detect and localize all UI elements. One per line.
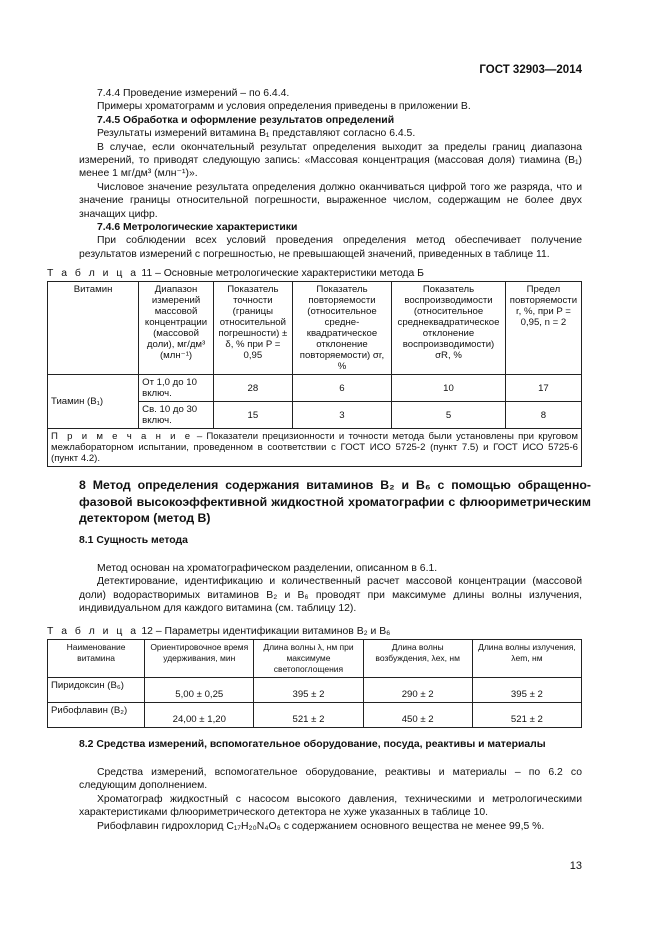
caption-prefix: Т а б л и ц а: [47, 626, 139, 637]
table-cell: 15: [213, 402, 292, 429]
paragraph: В случае, если окончательный результат определения выходит за пределы границ диапазона измерений, то приводят следующую запись: «Массовая концентрация (массовая доля) тиамина (В₁) менее 1 мг/дм³ (млн⁻¹)».: [79, 141, 582, 180]
table-12: [47, 639, 582, 728]
table-cell: 521 ± 2: [472, 703, 581, 728]
note-prefix: П р и м е ч а н и е: [51, 431, 193, 442]
paragraph: Средства измерений, вспомогательное оборудование, реактивы и материалы – по 6.2 со следующим дополнением.: [79, 767, 582, 792]
paragraph: Примеры хроматограмм и условия определения приведены в приложении В.: [97, 101, 471, 113]
table-header-cell: Длина волны λ, нм при максимуме светопоглощения: [254, 640, 363, 678]
table-header-cell: Наименование витамина: [48, 640, 145, 678]
table-cell: 5,00 ± 0,25: [145, 678, 254, 703]
table-cell: 24,00 ± 1,20: [145, 703, 254, 728]
table-note-row: [48, 429, 582, 467]
paragraph: Детектирование, идентификацию и количественный расчет массовой концентрации (массовой доли) водорастворимых витаминов В₂ и В₆ проводят при максимуме длины волны излучения, индивидуальном для каждого витамина (см. таблицу 12).: [79, 576, 582, 615]
note-text: – Показатели прецизионности и точности метода были установлены при круговом межлабораторном испытании, проведенном в соответствии с ГОСТ ИСО 5725-2 (пункт 7.5) и ГОСТ ИСО 5725-6 (пункт 4.2).: [51, 431, 578, 464]
section-7-4-text: [79, 87, 582, 261]
paragraph: 7.4.4 Проведение измерений – по 6.4.4.: [97, 88, 290, 99]
table-cell: 28: [213, 375, 292, 402]
table-header-cell: Показатель воспроизводимости (относительное среднеквадратическое отклонение воспроизводимости) σR, %: [392, 282, 506, 375]
table-row: [48, 703, 582, 728]
section-8-heading: 8 Метод определения содержания витаминов В₂ и В₆ с помощью обращенно-фазовой высокоэффективной жидкостной хроматографии с флюориметрическим детектором (метод В): [79, 478, 591, 525]
table-cell: 6: [292, 375, 391, 402]
table-header-cell: Диапазон измерений массовой концентрации (массовой доли), мг/дм³ (млн⁻¹): [139, 282, 214, 375]
table-cell: Рибофлавин (В₂): [48, 703, 145, 728]
table-cell: 8: [505, 402, 581, 429]
table-header-cell: Ориентировочное время удерживания, мин: [145, 640, 254, 678]
paragraph: При соблюдении всех условий проведения определения метод обеспечивает получение результатов измерений с погрешностью, не превышающей значений, приведенных в таблице 11.: [79, 235, 582, 260]
table-cell: 17: [505, 375, 581, 402]
table-header-cell: Витамин: [48, 282, 139, 375]
table-cell: 450 ± 2: [363, 703, 472, 728]
table-header-cell: Показатель повторяемости (относительное средне-квадратическое отклонение повторяемости) σr, %: [292, 282, 391, 375]
table-header-cell: Показатель точности (границы относительной погрешности) ± δ, % при P = 0,95: [213, 282, 292, 375]
table-cell: 395 ± 2: [254, 678, 363, 703]
document-header: ГОСТ 32903—2014: [479, 64, 582, 76]
table-cell: От 1,0 до 10 включ.: [139, 375, 214, 402]
table-11: [47, 281, 582, 467]
table-header-cell: Предел повторяемости r, %, при P = 0,95, n = 2: [505, 282, 581, 375]
caption-text: 11 – Основные метрологические характеристики метода Б: [141, 268, 424, 279]
table-cell: 521 ± 2: [254, 703, 363, 728]
paragraph: Хроматограф жидкостный с насосом высокого давления, техническими и метрологическими характеристиками флюориметрического детектора не хуже указанных в таблице 10.: [79, 793, 582, 819]
table-cell-vitamin: Тиамин (В₁): [48, 375, 139, 429]
table-cell: Св. 10 до 30 включ.: [139, 402, 214, 429]
table-cell: 3: [292, 402, 391, 429]
section-8-2-heading: 8.2 Средства измерений, вспомогательное оборудование, посуда, реактивы и материалы: [79, 739, 546, 750]
section-8-1-text: [79, 562, 582, 616]
paragraph: Результаты измерений витамина В₁ представляют согласно 6.4.5.: [97, 128, 416, 140]
table-12-caption: [47, 626, 390, 637]
table-11-caption: [47, 268, 424, 279]
paragraph: Метод основан на хроматографическом разделении, описанном в 6.1.: [97, 563, 438, 574]
paragraph: Рибофлавин гидрохлорид C₁₇H₂₀N₄O₆ с содержанием основного вещества не менее 99,5 %.: [97, 820, 545, 832]
table-cell: 290 ± 2: [363, 678, 472, 703]
table-note: [48, 429, 582, 467]
caption-text: 12 – Параметры идентификации витаминов В₂ и В₆: [141, 626, 391, 637]
section-8-1-heading: 8.1 Сущность метода: [79, 535, 188, 546]
table-cell: 5: [392, 402, 506, 429]
table-row: [48, 678, 582, 703]
page-number: 13: [569, 860, 582, 872]
section-8-2-text: [79, 766, 582, 833]
caption-prefix: Т а б л и ц а: [47, 268, 139, 279]
section-heading: 7.4.5 Обработка и оформление результатов определений: [97, 114, 395, 126]
table-cell: 395 ± 2: [472, 678, 581, 703]
table-header-cell: Длина волны возбуждения, λex, нм: [363, 640, 472, 678]
table-cell: 10: [392, 375, 506, 402]
table-row: [48, 375, 582, 402]
table-cell: Пиридоксин (В₆): [48, 678, 145, 703]
paragraph: Числовое значение результата определения должно оканчиваться цифрой того же разряда, что и значение границы относительной погрешности, выраженное числом, содержащим не более двух значащих цифр.: [79, 181, 582, 220]
section-heading: 7.4.6 Метрологические характеристики: [97, 222, 298, 234]
table-header-cell: Длина волны излучения, λem, нм: [472, 640, 581, 678]
